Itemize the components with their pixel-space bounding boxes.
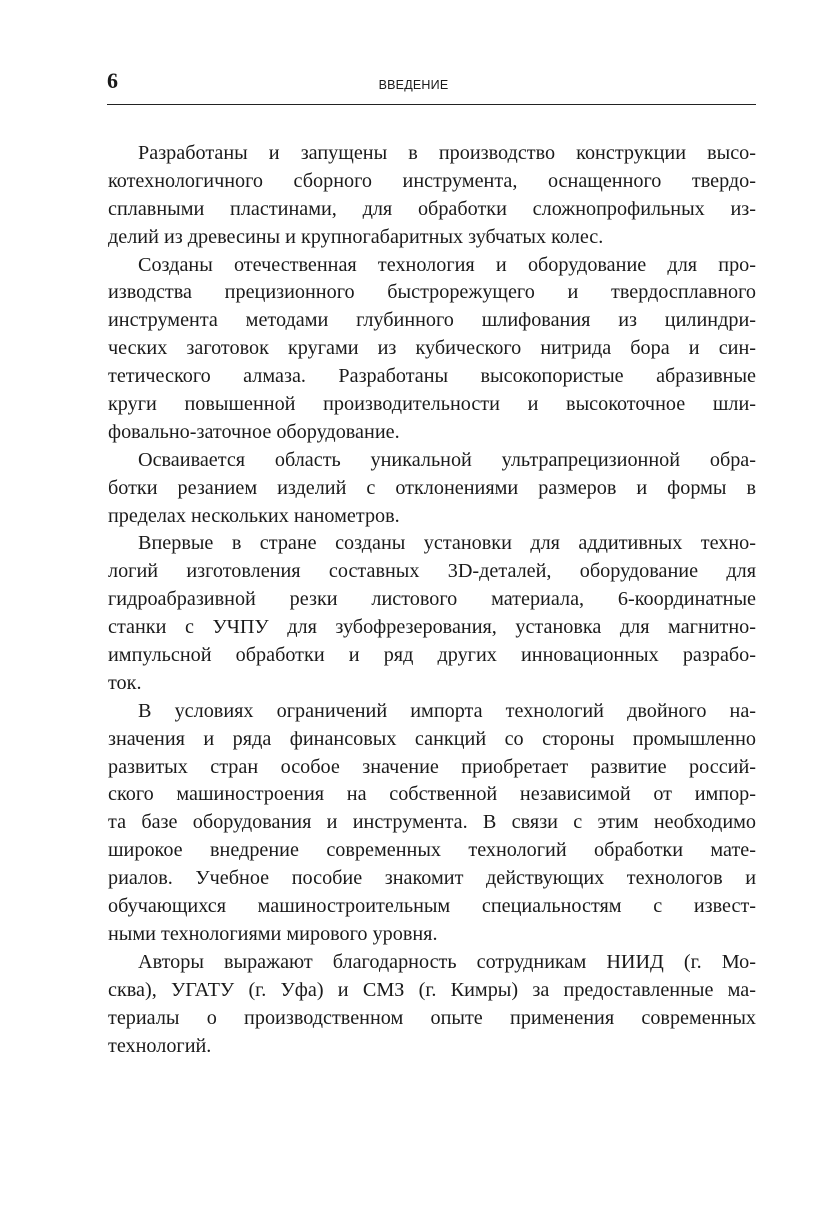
text-line: Созданы отечественная технология и оборудование для про- bbox=[138, 253, 756, 276]
header-rule bbox=[107, 104, 756, 105]
text-line: значения и ряда финансовых санкций со стороны промышленно bbox=[108, 727, 756, 750]
paragraph bbox=[108, 530, 756, 697]
body-text bbox=[108, 140, 756, 1060]
text-line: развитых стран особое значение приобретает развитие россий- bbox=[108, 755, 756, 778]
paragraph bbox=[108, 949, 756, 1061]
text-line: ботки резанием изделий с отклонениями размеров и формы в bbox=[108, 476, 756, 499]
text-line: тетического алмаза. Разработаны высокопористые абразивные bbox=[108, 365, 756, 388]
text-line: сква), УГАТУ (г. Уфа) и СМЗ (г. Кимры) за предоставленные ма- bbox=[108, 978, 756, 1001]
text-line: импульсной обработки и ряд других инновационных разрабо- bbox=[108, 644, 756, 667]
text-line: сплавными пластинами, для обработки сложнопрофильных из- bbox=[108, 197, 756, 220]
text-line: Осваивается область уникальной ультрапрецизионной обра- bbox=[138, 448, 756, 471]
text-line: логий изготовления составных 3D-деталей, оборудование для bbox=[108, 560, 756, 583]
text-line: круги повышенной производительности и высокоточное шли- bbox=[108, 393, 756, 416]
text-line: ского машиностроения на собственной независимой от импор- bbox=[108, 783, 756, 806]
paragraph bbox=[108, 252, 756, 447]
text-line: териалы о производственном опыте применения современных bbox=[108, 1006, 756, 1029]
text-line: гидроабразивной резки листового материала, 6-координатные bbox=[108, 588, 756, 611]
running-head: ВВЕДЕНИЕ bbox=[378, 78, 449, 92]
page-number: 6 bbox=[107, 68, 118, 93]
text-line: ческих заготовок кругами из кубического нитрида бора и син- bbox=[108, 337, 756, 360]
text-line: технологий. bbox=[108, 1034, 212, 1057]
text-line: Авторы выражают благодарность сотрудникам НИИД (г. Мо- bbox=[138, 950, 756, 973]
text-line: та базе оборудования и инструмента. В связи с этим необходимо bbox=[108, 811, 756, 834]
text-line: пределах нескольких нанометров. bbox=[108, 504, 400, 527]
text-line: Впервые в стране созданы установки для аддитивных техно- bbox=[138, 532, 756, 555]
text-line: Разработаны и запущены в производство конструкции высо- bbox=[138, 142, 756, 164]
text-line: риалов. Учебное пособие знакомит действующих технологов и bbox=[108, 867, 756, 890]
paragraph bbox=[108, 698, 756, 949]
text-line: инструмента методами глубинного шлифования из цилиндри- bbox=[108, 309, 756, 332]
text-line: В условиях ограничений импорта технологий двойного на- bbox=[138, 699, 756, 722]
text-line: изводства прецизионного быстрорежущего и твердосплавного bbox=[108, 281, 756, 304]
text-line: станки с УЧПУ для зубофрезерования, установка для магнитно- bbox=[108, 616, 756, 639]
text-line: делий из древесины и крупногабаритных зубчатых колес. bbox=[108, 225, 604, 248]
paragraph bbox=[108, 140, 756, 252]
paragraph bbox=[108, 447, 756, 531]
text-line: обучающихся машиностроительным специальностям с извест- bbox=[108, 895, 756, 918]
text-line: ток. bbox=[108, 671, 142, 694]
text-line: ными технологиями мирового уровня. bbox=[108, 922, 438, 945]
text-line: широкое внедрение современных технологий обработки мате- bbox=[108, 839, 756, 862]
text-line: котехнологичного сборного инструмента, оснащенного твердо- bbox=[108, 169, 756, 192]
text-line: фовально-заточное оборудование. bbox=[108, 420, 400, 443]
